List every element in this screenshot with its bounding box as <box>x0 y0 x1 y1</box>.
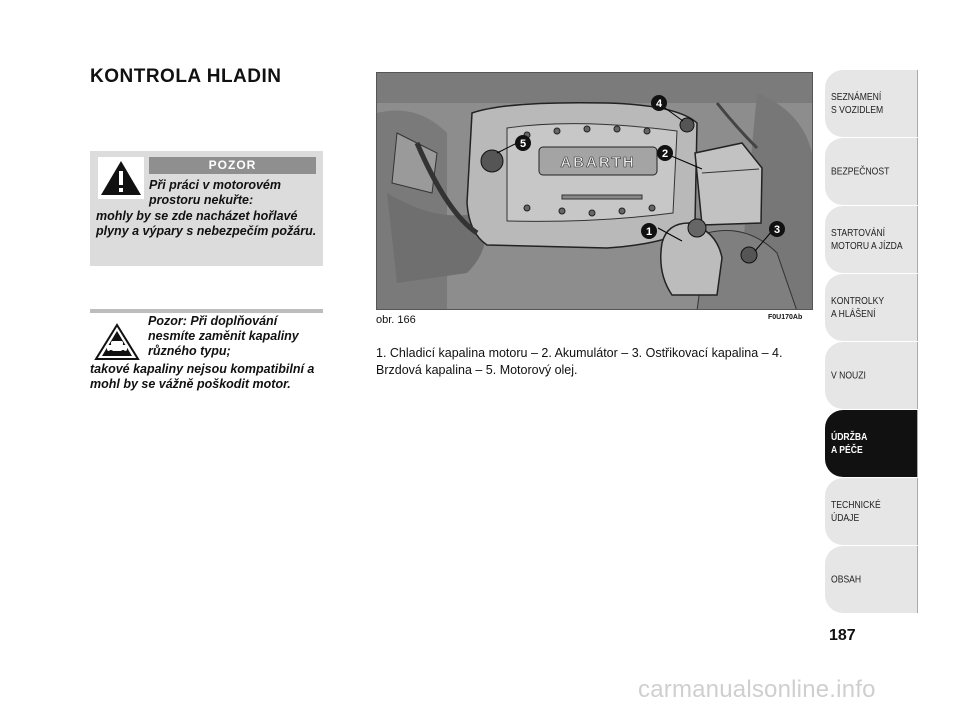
abarth-badge-text: ABARTH <box>560 154 636 171</box>
page-number: 187 <box>829 627 856 644</box>
tab-label: STARTOVÁNÍ MOTORU A JÍZDA <box>831 226 903 252</box>
figure-caption: 1. Chladicí kapalina motoru – 2. Akumulátor – 3. Ostřikovací kapalina – 4. Brzdová kapalina – 5. Motorový olej. <box>376 346 783 377</box>
tab-label: SEZNÁMENÍ S VOZIDLEM <box>831 90 884 116</box>
tab-warning-lights[interactable] <box>825 274 918 341</box>
warning-triangle-icon <box>98 157 144 199</box>
warning-box <box>90 151 323 266</box>
tab-label: ÚDRŽBA A PÉČE <box>831 430 868 456</box>
watermark: carmanualsonline.info <box>638 676 876 703</box>
note-divider <box>90 309 323 313</box>
chapter-tabs <box>825 70 918 614</box>
tab-safety[interactable] <box>825 138 918 205</box>
tab-label: OBSAH <box>831 573 862 585</box>
engine-bay-illustration <box>377 73 813 310</box>
warning-heading: Při práci v motorovém prostoru nekuřte: <box>149 178 281 207</box>
tab-contents[interactable] <box>825 546 918 613</box>
tab-label: TECHNICKÉ ÚDAJE <box>831 498 881 524</box>
tab-label: V NOUZI <box>831 369 866 381</box>
engine-figure <box>376 72 813 310</box>
callout-1: 1 <box>645 226 653 238</box>
tab-starting-driving[interactable] <box>825 206 918 273</box>
callout-5: 5 <box>519 138 527 150</box>
section-title: KONTROLA HLADIN <box>90 66 282 87</box>
note-text: takové kapaliny nejsou kompatibilní a mohl by se vážně poškodit motor. <box>90 362 315 391</box>
car-caution-icon <box>94 322 140 362</box>
warning-text: mohly by se zde nacházet hořlavé plyny a výpary s nebezpečím požáru. <box>96 209 317 238</box>
figure-label: obr. 166 <box>376 314 416 326</box>
callout-2: 2 <box>661 148 669 160</box>
tab-label: BEZPEČNOST <box>831 165 890 177</box>
tab-label: KONTROLKY A HLÁŠENÍ <box>831 294 885 320</box>
tab-emergency[interactable] <box>825 342 918 409</box>
warning-badge: POZOR <box>149 157 316 174</box>
figure-code: F0U170Ab <box>768 314 803 321</box>
tab-technical-data[interactable] <box>825 478 918 545</box>
callout-3: 3 <box>773 224 781 236</box>
note-heading: Pozor: Při doplňování nesmíte zaměnit kapaliny různého typu; <box>148 314 299 358</box>
tab-maintenance[interactable] <box>825 410 918 477</box>
callout-4: 4 <box>655 98 663 110</box>
tab-introduction[interactable] <box>825 70 918 137</box>
